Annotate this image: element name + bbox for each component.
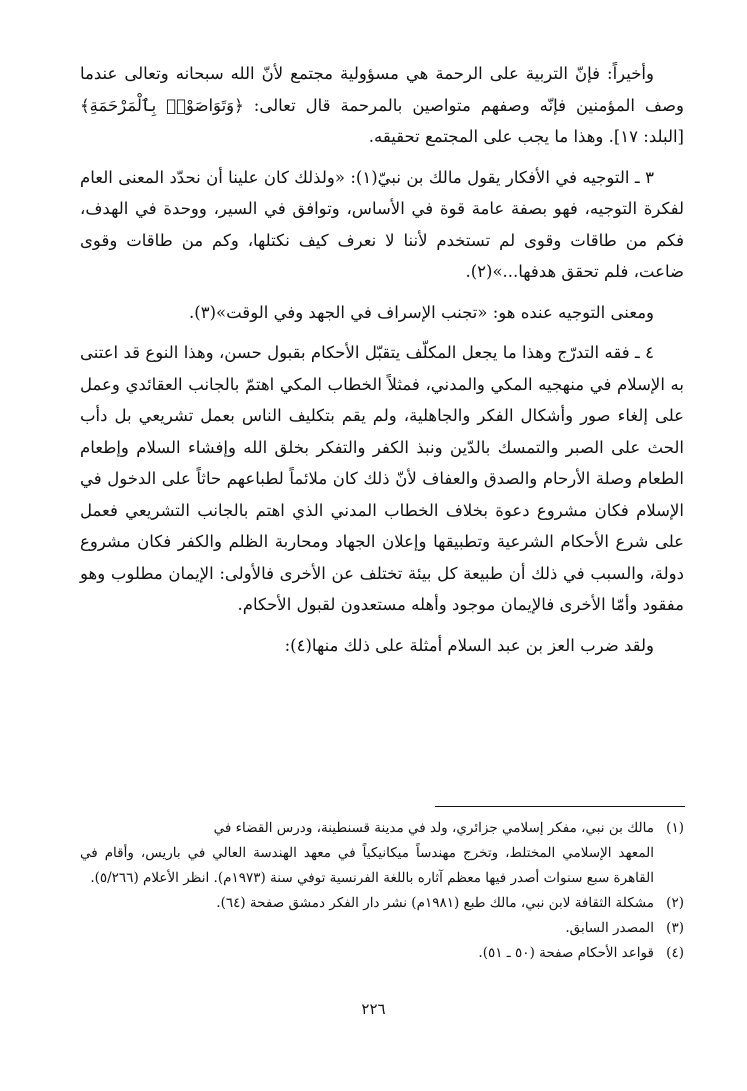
footnote: [80, 916, 684, 941]
footnote: [80, 891, 684, 916]
paragraph-gradualism: ٤ ـ فقه التدرّج وهذا ما يجعل المكلّف يتقبّل الأحكام بقبول حسن، وهذا النوع قد اعتنى به الإسلام في منهجيه المكي والمدني، فمثلاً الخطاب المكي اهتمّ بالجانب العقائدي وعمل على إلغاء صور وأشكال الفكر والجاهلية، ولم يقم بتكليف الناس بعمل تشريعي بل دأب الحث على الصبر والتمسك بالدّين ونبذ الكفر والتفكر بخلق الله وإفشاء السلام وإطعام الطعام وصلة الأرحام والصدق والعفاف لأنّ ذلك كان ملائماً لطباعهم حاثاً على الدخول في الإسلام فكان مشروع دعوة بخلاف الخطاب المدني الذي اهتم بالجانب التشريعي فعمل على شرع الأحكام الشرعية وتطبيقها وإعلان الجهاد ومحاربة الظلم والكفر فكان مشروع دولة، والسبب في ذلك أن طبيعة كل بيئة تختلف عن الأخرى فالأولى: الإيمان مطلوب وهو مفقود وأمّا الأخرى فالإيمان موجود وأهله مستعدون لقبول الأحكام.: [80, 343, 684, 614]
paragraph-examples-intro: ولقد ضرب العز بن عبد السلام أمثلة على ذلك منها(٤):: [284, 635, 654, 655]
footnotes: [80, 816, 684, 966]
main-text: [80, 58, 684, 661]
footnote: [80, 941, 684, 966]
footnote-number: (٣): [666, 920, 684, 936]
footnote-text: مشكلة الثقافة لابن نبي، مالك طبع (١٩٨١م) نشر دار الفكر دمشق صفحة (٦٤).: [216, 895, 654, 911]
footnote-number: (٤): [666, 945, 684, 961]
footnote: [80, 816, 684, 891]
paragraph-mercy: وأخيراً: فإنّ التربية على الرحمة هي مسؤولية مجتمع لأنّ الله سبحانه وتعالى عندما وصف المؤمنين فإنّه وصفهم متواصين بالمرحمة قال تعالى: ﴿وَتَوَاصَوْا۟ بِٱلْمَرْحَمَةِ﴾ [البلد: ١٧]. وهذا ما يجب على المجتمع تحقيقه.: [80, 64, 684, 146]
footnote-text: المصدر السابق.: [565, 920, 654, 936]
paragraph-orientation-meaning: ومعنى التوجيه عنده هو: «تجنب الإسراف في الجهد وفي الوقت»(٣).: [189, 302, 654, 322]
page-number: ٢٢٦: [361, 1000, 386, 1018]
footnote-divider: [435, 806, 685, 807]
footnote-text: مالك بن نبي، مفكر إسلامي جزائري، ولد في مدينة قسنطينة، ودرس القضاء في: [213, 820, 654, 836]
paragraph-orientation: ٣ ـ التوجيه في الأفكار يقول مالك بن نبيّ(١): «ولذلك كان علينا أن نحدّد المعنى العام لفكرة التوجيه، فهو بصفة عامة قوة في الأساس، وتوافق في السير، ووحدة في الهدف، فكم من طاقات وقوى لم تستخدم لأننا لا نعرف كيف نكتلها، وكم من طاقات وقوى ضاعت، فلم تحقق هدفها...»(٢).: [80, 167, 684, 281]
footnote-number: (١): [666, 820, 684, 836]
footnote-text: قواعد الأحكام صفحة (٥٠ ـ ٥١).: [478, 945, 654, 961]
footnote-text-continued: المعهد الإسلامي المختلط، وتخرج مهندساً ميكانيكياً في معهد الهندسة العالي في باريس، وأقام في القاهرة سبع سنوات أصدر فيها معظم آثاره باللغة الفرنسية توفي سنة (١٩٧٣م). انظر الأعلام (٥/٢٦٦).: [80, 845, 654, 886]
footnote-number: (٢): [666, 895, 684, 911]
